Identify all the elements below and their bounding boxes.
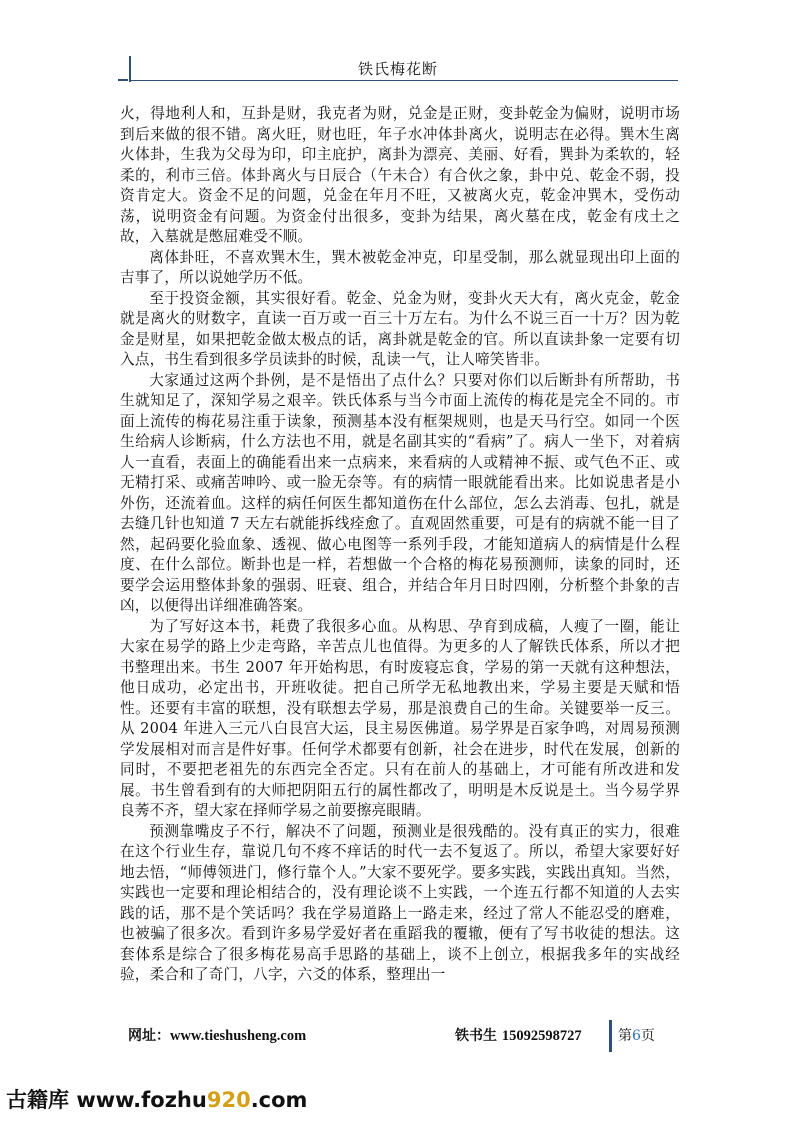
watermark-url[interactable] (76, 1088, 307, 1112)
paragraph-6: 预测靠嘴皮子不行，解决不了问题，预测业是很残酷的。没有真正的实力，很难在这个行业生存，靠说几句不疼不痒话的时代一去不复返了。所以，希望大家要好好地去悟，“师傅领进门，修行靠个人。”大家不要死学。要多实践，实践出真知。当然，实践也一定要和理论相结合的，没有理论谈不上实践，一个连五行都不知道的人去实践的话，那不是个笑话吗？我在学易道路上一路走来，经过了常人不能忍受的磨难，也被骗了很多次。看到许多易学爱好者在重蹈我的覆辙，便有了写书收徒的想法。这套体系是综合了很多梅花易高手思路的基础上，谈不上创立，根据我多年的实战经验，柔合和了奇门，八字，六爻的体系，整理出一 (120, 822, 680, 983)
site-watermark (6, 1084, 307, 1116)
watermark-name: 古籍库 (6, 1088, 69, 1112)
header-rule (130, 80, 678, 81)
header-rule-left (118, 79, 128, 81)
page-number-suffix: 页 (640, 1028, 655, 1044)
page-header (118, 56, 678, 86)
footer-divider (609, 1020, 612, 1052)
body-text (120, 104, 680, 986)
paragraph-2: 离体卦旺，不喜欢巽木生，巽木被乾金冲克，印星受制，那么就显现出印上面的吉事了，所以说她学历不低。 (120, 248, 680, 286)
watermark-url-start: www.fozhu (76, 1088, 207, 1112)
page-number-prefix: 第 (618, 1028, 632, 1044)
watermark-url-end: .com (250, 1088, 308, 1112)
watermark-url-highlight: 920 (206, 1088, 251, 1112)
paragraph-3: 至于投资金额，其实很好看。乾金、兑金为财，变卦火天大有，离火克金，乾金就是离火的财数字，直读一百万或一百三十万左右。为什么不说三百一十万？因为乾金是财星，如果把乾金做太极点的话，离卦就是乾金的官。所以直读卦象一定要有切入点，书生看到很多学员读卦的时候，乱读一气，让人啼笑皆非。 (120, 289, 680, 368)
paragraph-1: 火，得地利人和，互卦是财，我克者为财，兑金是正财，变卦乾金为偏财，说明市场到后来做的很不错。离火旺，财也旺，年子水冲体卦离火，说明志在必得。巽木生离火体卦，生我为父母为印，印主庇护，离卦为漂亮、美丽、好看，巽卦为柔软的，轻柔的，利市三倍。体卦离火与日辰合（午未合）有合伙之象，卦中兑、乾金不弱，投资肯定大。资金不足的问题，兑金在年月不旺，又被离火克，乾金冲巽木，受伤动荡，说明资金有问题。为资金付出很多，变卦为结果，离火墓在戌，乾金有戌土之故，入墓就是憋屈难受不顺。 (120, 105, 680, 245)
header-title: 铁氏梅花断 (357, 60, 438, 78)
footer-website-url[interactable]: www.tieshusheng.com (170, 1028, 307, 1044)
footer-website-label: 网址： (128, 1028, 170, 1044)
page-number-value: 6 (632, 1028, 641, 1044)
paragraph-4: 大家通过这两个卦例，是不是悟出了点什么？只要对你们以后断卦有所帮助，书生就知足了，深知学易之艰辛。铁氏体系与当今市面上流传的梅花是完全不同的。市面上流传的梅花易注重于读象，预测基本没有框架规则，也是天马行空。如同一个医生给病人诊断病，什么方法也不用，就是名副其实的“看病”了。病人一坐下，对着病人一直看，表面上的确能看出来一点病来，来看病的人或精神不振、或气色不正、或无精打采、或痛苦呻吟、或一脸无奈等。有的病情一眼就能看出来。比如说患者是小外伤，还流着血。这样的病任何医生都知道伤在什么部位，怎么去消毒、包扎，就是去缝几针也知道 7 天左右就能拆线痊愈了。直观固然重要，可是有的病就不能一目了然，起码要化验血象、透视、做心电图等一系列手段，才能知道病人的病情是什么程度、在什么部位。断卦也是一样，若想做一个合格的梅花易预测师，读象的同时，还要学会运用整体卦象的强弱、旺衰、组合，并结合年月日时四刚，分析整个卦象的吉凶，以便得出详细准确答案。 (120, 371, 680, 614)
footer-contact (455, 1025, 582, 1045)
page-number (618, 1025, 655, 1045)
footer-contact-phone: 15092598727 (501, 1028, 582, 1044)
footer-website (128, 1025, 306, 1045)
paragraph-5: 为了写好这本书，耗费了我很多心血。从构思、孕育到成稿，人瘦了一圈，能让大家在易学的路上少走弯路，辛苦点儿也值得。为更多的人了解铁氏体系，所以才把书整理出来。书生 2007 年开始构思，有时废寝忘食，学易的第一天就有这种想法，他日成功，必定出书，开班收徒。把自己所学无私地教出来，学易主要是天赋和悟性。还要有丰富的联想，没有联想去学易，那是浪费自己的生命。关键要举一反三。从 2004 年进入三元八白艮宫大运，艮主易医佛道。易学界是百家争鸣，对周易预测学发展相对而言是件好事。任何学术都要有创新，社会在进步，时代在发展，创新的同时，不要把老祖先的东西完全否定。只有在前人的基础上，才可能有所改进和发展。书生曾看到有的大师把阴阳五行的属性都改了，明明是木反说是土。当今易学界良莠不齐，望大家在择师学易之前要擦亮眼睛。 (120, 617, 680, 819)
footer-contact-name: 铁书生 (455, 1028, 497, 1044)
page-footer (120, 1020, 680, 1060)
